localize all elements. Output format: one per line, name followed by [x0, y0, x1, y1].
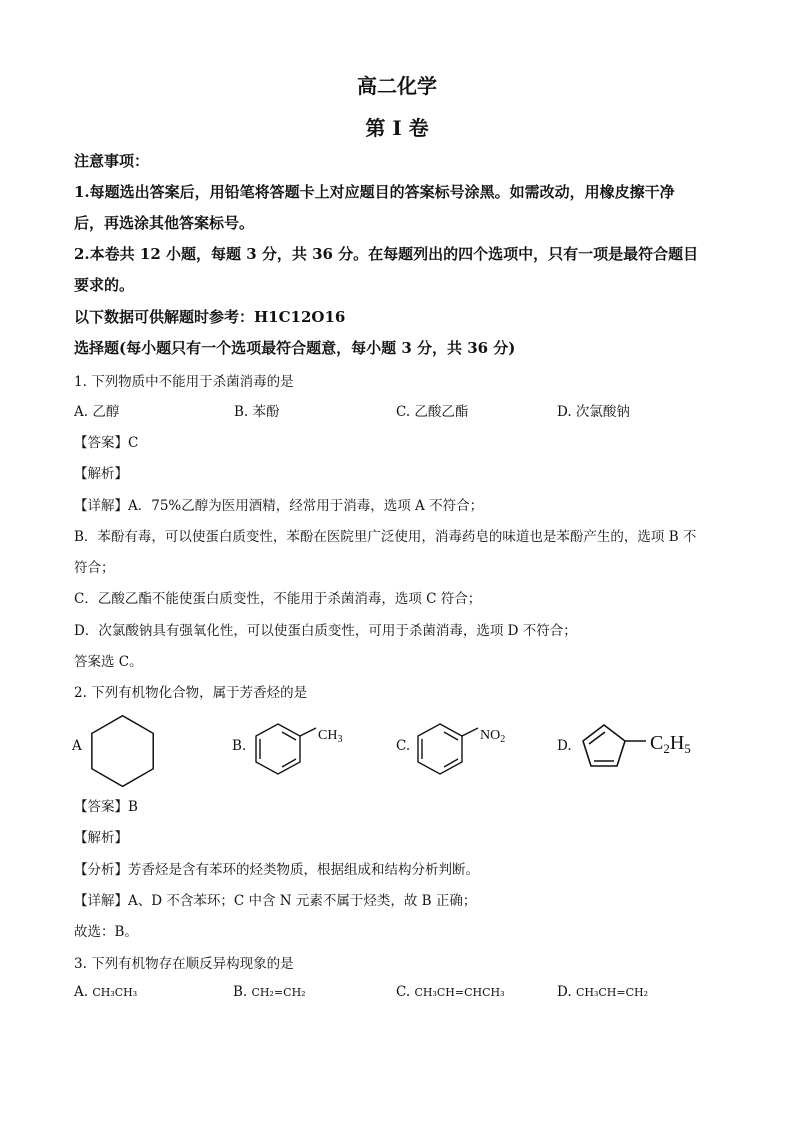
svg-text:C2H5	[650, 732, 691, 756]
q2-fenxi: 【分析】芳香烃是含有苯环的烃类物质，根据组成和结构分析判断。	[74, 862, 479, 878]
q3-option-d	[557, 984, 648, 1000]
q2-d-group-h: H	[669, 732, 685, 754]
q2-b-group: CH	[318, 728, 338, 743]
q3-option-a	[74, 984, 137, 1000]
q1-option-b: B. 苯酚	[234, 404, 280, 420]
q3-option-d-label: D.	[557, 984, 572, 1000]
q3-option-b-formula: CH₂=CH₂	[251, 986, 306, 999]
q2-c-group: NO	[480, 728, 501, 743]
q1-stem: 1. 下列物质中不能用于杀菌消毒的是	[74, 374, 294, 390]
q3-stem: 3. 下列有机物存在顺反异构现象的是	[74, 956, 294, 972]
q3-option-c-formula: CH₃CH=CHCH₃	[414, 986, 505, 999]
section-heading: 选择题(每小题只有一个选项最符合题意，每小题 3 分，共 36 分)	[74, 339, 516, 357]
q2-option-a-label: A	[72, 738, 82, 754]
cyclohexane-structure	[90, 712, 166, 788]
q1-option-d: D. 次氯酸钠	[557, 404, 630, 420]
q1-option-a: A. 乙醇	[74, 404, 120, 420]
toluene-structure	[252, 722, 362, 780]
q2-d-group-h-sub: 5	[684, 741, 691, 756]
notice-item1-line2: 后，再选涂其他答案标号。	[74, 214, 255, 232]
q3-option-c-label: C.	[396, 984, 411, 1000]
nitrobenzene-structure	[414, 722, 524, 780]
notice-item2-line1: 2.本卷共 12 小题，每题 3 分，共 36 分。在每题列出的四个选项中，只有一项是最符合题目	[74, 245, 699, 263]
ethylcyclopentadiene-structure	[578, 720, 708, 776]
q2-option-b-label: B.	[232, 738, 247, 754]
page-subtitle: 第 I 卷	[365, 116, 429, 140]
page-title: 高二化学	[357, 74, 437, 98]
q2-option-c-label: C.	[396, 738, 411, 754]
q2-stem: 2. 下列有机物化合物，属于芳香烃的是	[74, 685, 308, 701]
q2-answer: 【答案】B	[74, 799, 138, 815]
q3-option-b	[233, 984, 306, 1000]
q2-analysis: 【解析】	[74, 830, 128, 846]
q3-option-a-label: A.	[74, 984, 89, 1000]
q1-detail-b-line2: 符合；	[74, 560, 115, 576]
q1-analysis: 【解析】	[74, 466, 128, 482]
q1-detail-d: D．次氯酸钠具有强氧化性，可以使蛋白质变性，可用于杀菌消毒，选项 D 不符合；	[74, 623, 577, 639]
q2-conclusion: 故选：B。	[74, 924, 138, 940]
q2-d-group-c: C	[650, 732, 664, 754]
q1-answer: 【答案】C	[74, 435, 139, 451]
q1-conclusion: 答案选 C。	[74, 654, 143, 670]
q1-detail-b-line1: B．苯酚有毒，可以使蛋白质变性，苯酚在医院里广泛使用，消毒药皂的味道也是苯酚产生的，选项 B 不	[74, 529, 697, 545]
notice-item1-line1: 1.每题选出答案后，用铅笔将答题卡上对应题目的答案标号涂黑。如需改动，用橡皮擦干净	[74, 183, 675, 201]
svg-text:NO2	[480, 728, 505, 745]
q3-option-a-formula: CH₃CH₃	[92, 986, 138, 999]
q2-c-group-sub: 2	[500, 734, 506, 745]
q3-option-c	[396, 984, 505, 1000]
q1-detail-c: C．乙酸乙酯不能使蛋白质变性，不能用于杀菌消毒，选项 C 符合；	[74, 591, 482, 607]
q1-option-c: C. 乙酸乙酯	[396, 404, 469, 420]
notice-item2-line2: 要求的。	[74, 276, 135, 294]
notice-ref-data: 以下数据可供解题时参考：H1C12O16	[74, 308, 346, 326]
q2-detail: 【详解】A、D 不含苯环；C 中含 N 元素不属于烃类，故 B 正确；	[74, 893, 477, 909]
q2-option-d-label: D.	[557, 738, 572, 754]
q3-option-d-formula: CH₃CH=CH₂	[575, 986, 649, 999]
q2-d-group-c-sub: 2	[663, 741, 670, 756]
svg-text:CH3	[318, 728, 342, 745]
notice-heading: 注意事项：	[74, 152, 150, 170]
q1-detail-a: 【详解】A．75%乙醇为医用酒精，经常用于消毒，选项 A 不符合；	[74, 498, 484, 514]
q3-option-b-label: B.	[233, 984, 248, 1000]
q2-b-group-sub: 3	[337, 734, 343, 745]
